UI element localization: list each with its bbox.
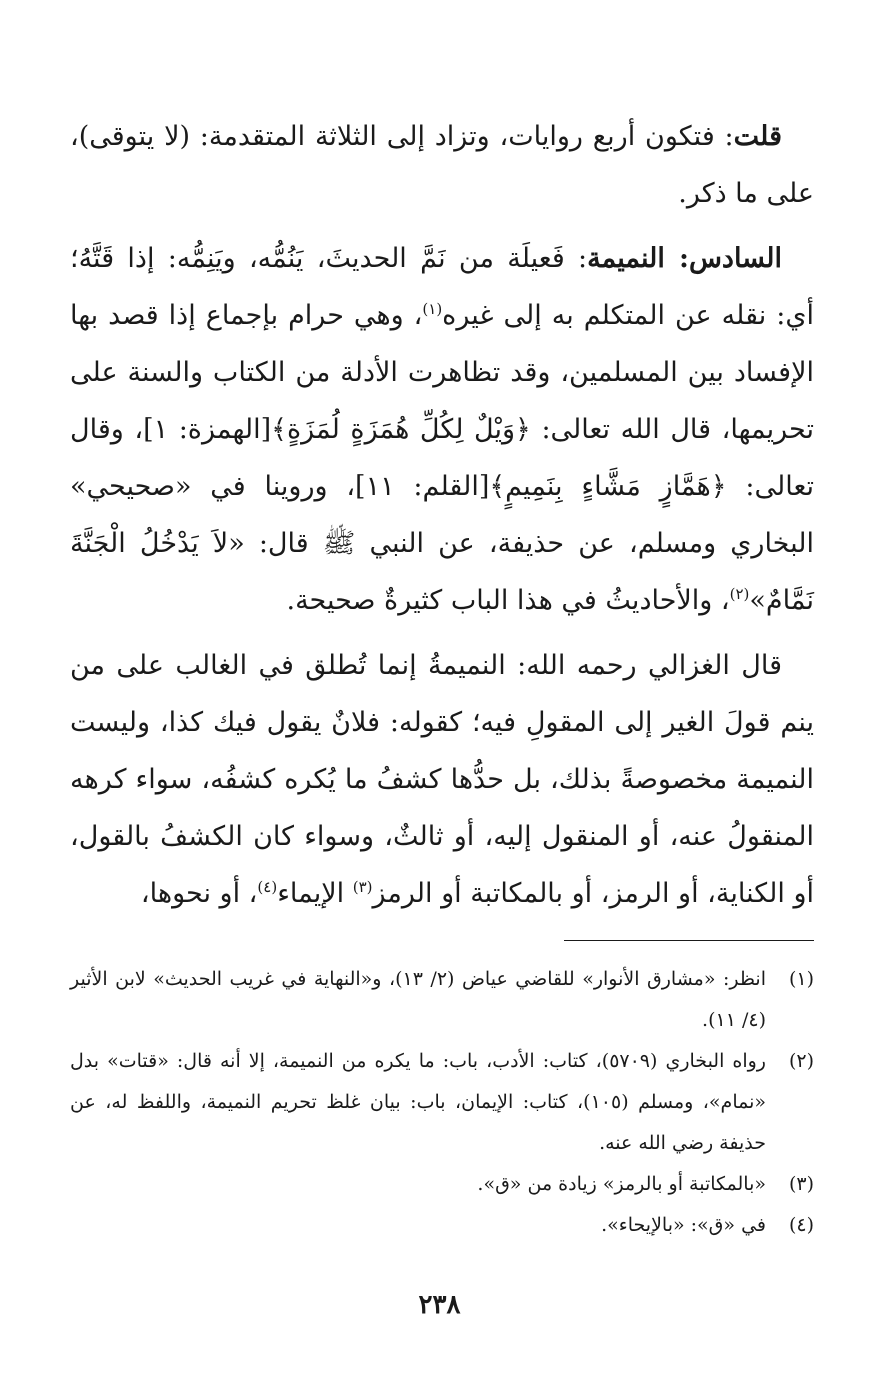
- footnote-ref-2[interactable]: (٢): [729, 585, 750, 603]
- paragraph-2: [70, 230, 814, 629]
- footnote-ref-1[interactable]: (١): [422, 300, 443, 318]
- paragraph-1: [70, 108, 814, 222]
- paragraph-text: ، وهي حرام بإجماع إذا قصد بها الإفساد بين المسلمين، وقد تظاهرت الأدلة من الكتاب والسنة على تحريمها، قال الله تعالى: ﴿وَيْلٌ لِكُلِّ هُمَزَةٍ لُمَزَةٍ﴾[الهمزة: ١]، وقال تعالى: ﴿هَمَّازٍ مَشَّاءٍ بِنَمِيمٍ﴾[القلم: ١١]، وروينا في «صحيحي» البخاري ومسلم، عن حذيفة، عن النبي ﷺ قال: «لاَ يَدْخُلُ الْجَنَّةَ نَمَّامٌ»: [70, 300, 814, 616]
- footnotes: [70, 959, 814, 1246]
- footnote-divider: [564, 940, 814, 941]
- paragraph-text: ، أو نحوها،: [140, 878, 258, 909]
- footnote-1: [70, 959, 814, 1041]
- paragraph-lead: السادس: النميمة: [587, 243, 782, 274]
- paragraph-text: ، والأحاديثُ في هذا الباب كثيرةٌ صحيحة.: [286, 585, 730, 616]
- footnote-3: [70, 1164, 814, 1205]
- page-number: ٢٣٨: [418, 1290, 461, 1320]
- main-text: [70, 108, 814, 922]
- footnote-number: (٣): [788, 1173, 814, 1195]
- footnote-number: (٤): [788, 1214, 814, 1236]
- paragraph-text: قال الغزالي رحمه الله: النميمةُ إنما تُطلق في الغالب على من ينم قولَ الغير إلى المقولِ فيه؛ كقوله: فلانٌ يقول فيك كذا، وليست النميمة مخصوصةً بذلك، بل حدُّها كشفُ ما يُكره كشفُه، سواء كرهه المنقولُ عنه، أو المنقول إليه، أو ثالثٌ، وسواء كان الكشفُ بالقول، أو الكناية، أو الرمز، أو بالمكاتبة أو الرمز: [70, 650, 814, 909]
- paragraph-text: الإيماء: [277, 878, 353, 909]
- footnote-number: (٢): [788, 1050, 814, 1072]
- paragraph-lead: قلت: [733, 121, 782, 152]
- footnote-text: في «ق»: «بالإيحاء».: [601, 1214, 766, 1236]
- footnote-ref-4[interactable]: (٤): [257, 878, 278, 896]
- footnote-text: «بالمكاتبة أو بالرمز» زيادة من «ق».: [477, 1173, 766, 1195]
- paragraph-text: : فتكون أربع روايات، وتزاد إلى الثلاثة المتقدمة: (لا يتوقى)، على ما ذكر.: [70, 121, 814, 209]
- footnote-2: [70, 1041, 814, 1164]
- footnote-number: (١): [788, 968, 814, 990]
- footnote-ref-3[interactable]: (٣): [352, 878, 373, 896]
- footnote-text: رواه البخاري (٥٧٠٩)، كتاب: الأدب، باب: ما يكره من النميمة، إلا أنه قال: «قتات» بدل «نمام»، ومسلم (١٠٥)، كتاب: الإيمان، باب: بيان غلظ تحريم النميمة، واللفظ له، عن حذيفة رضي الله عنه.: [70, 1050, 767, 1154]
- paragraph-3: [70, 637, 814, 922]
- paragraph-text: : فَعيلَة من نَمَّ الحديثَ، يَنُمُّه، ويَنِمُّه: إذا قَتَّهُ؛ أي: نقله عن المتكلم به إلى غيره: [70, 243, 814, 331]
- footnote-4: [70, 1205, 814, 1246]
- footnote-text: انظر: «مشارق الأنوار» للقاضي عياض (٢/ ١٣)، و«النهاية في غريب الحديث» لابن الأثير (٤/ ١١).: [70, 968, 766, 1031]
- page-content: [70, 108, 814, 1246]
